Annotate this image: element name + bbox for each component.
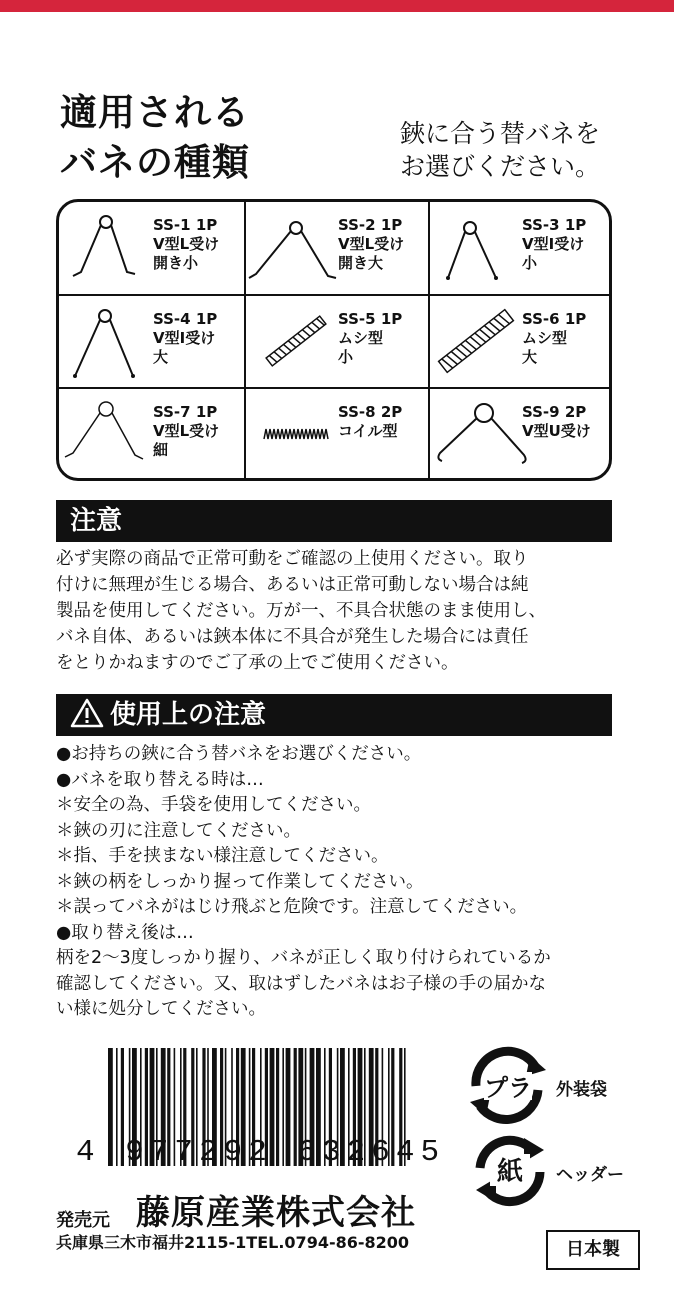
v-spring-i-large-icon [59,296,154,387]
spring-label: SS-3 1P V型I受け 小 [522,216,587,272]
publisher-address: 兵庫県三木市福井2115-1TEL.0794-86-8200 [56,1233,410,1252]
subtitle-line-2: お選びください。 [400,152,601,181]
caution-text [56,546,616,676]
usage-line: ＊安全の為、手袋を使用してください。 [56,795,371,815]
spring-cell-ss8 [246,389,428,478]
title-line-1: 適用される [60,91,250,134]
usage-line: ＊鋏の柄をしっかり握って作業してください。 [56,871,424,892]
title-line-2: バネの種類 [60,141,250,184]
paper-recycle-icon [466,1130,556,1210]
spring-label: SS-4 1P V型I受け 大 [153,310,218,366]
caution-line: バネ自体、あるいは鋏本体に不具合が発生した場合には責任 [56,627,529,647]
usage-line: ＊誤ってバネがはじけ飛ぶと危険です。注意してください。 [56,897,528,917]
publisher-name: 藤原産業株式会社 [136,1193,416,1233]
v-spring-l-small-icon [59,202,154,294]
recycle-label-header: ヘッダー [556,1165,624,1185]
usage-caution-text [56,742,616,1023]
publisher-label: 発売元 [56,1210,110,1231]
usage-line: ●バネを取り替える時は… [56,769,264,790]
spring-label: SS-1 1P V型L受け 開き小 [153,216,220,272]
caution-line: 付けに無理が生じる場合、あるいは正常可動しない場合は純 [56,575,529,595]
spring-label: SS-2 1P V型L受け 開き大 [338,216,405,272]
warning-triangle-icon [70,698,104,728]
plastic-mark-text: プラ [484,1074,532,1102]
usage-line: 確認してください。又、取はずしたバネはお子様の手の届かな [56,973,546,994]
plastic-recycle-icon [466,1046,556,1126]
paper-mark-text: 紙 [496,1157,524,1187]
usage-line: い様に処分してください。 [56,999,266,1019]
coil-diagonal-small-icon [246,296,341,387]
top-accent-bar [0,0,674,12]
spring-cell-ss7 [59,389,244,478]
coil-spring-icon [246,389,341,478]
coil-diagonal-large-icon [430,296,525,387]
spring-label: SS-5 1P ムシ型 小 [338,310,403,366]
origin-badge: 日本製 [546,1230,640,1270]
spring-label: SS-9 2P V型U受け [522,403,591,440]
spring-label: SS-6 1P ムシ型 大 [522,310,587,366]
caution-line: 必ず実際の商品で正常可動をご確認の上使用ください。取り [56,549,529,569]
spring-cell-ss1 [59,202,244,294]
usage-line: ＊鋏の刃に注意してください。 [56,820,301,841]
spring-cell-ss9 [430,389,609,478]
spring-cell-ss6 [430,296,609,387]
spring-label: SS-7 1P V型L受け 細 [153,403,220,459]
usage-caution-heading: 使用上の注意 [56,694,612,736]
caution-line: 製品を使用してください。万が一、不具合状態のまま使用し、 [56,601,546,621]
spring-cell-ss5 [246,296,428,387]
usage-line: 柄を2～3度しっかり握り、バネが正しく取り付けられているか [56,948,551,968]
spring-cell-ss4 [59,296,244,387]
barcode-number: 4 977292 632645 [76,1135,446,1170]
v-spring-l-large-icon [246,202,341,294]
page-subtitle [400,117,600,183]
v-spring-i-small-icon [430,202,525,294]
usage-line: ●取り替え後は… [56,922,194,943]
spring-cell-ss2 [246,202,428,294]
spring-cell-ss3 [430,202,609,294]
usage-line: ●お持ちの鋏に合う替バネをお選びください。 [56,744,422,764]
v-spring-l-thin-icon [59,389,154,478]
recycle-label-outer-bag: 外装袋 [556,1080,607,1100]
page-title [60,88,250,188]
caution-line: をとりかねますのでご了承の上でご使用ください。 [56,653,459,673]
usage-line: ＊指、手を挟まない様注意してください。 [56,846,389,866]
spring-type-grid [56,199,612,481]
caution-heading: 注意 [56,500,612,542]
spring-label: SS-8 2P コイル型 [338,403,403,440]
subtitle-line-1: 鋏に合う替バネを [400,119,601,148]
